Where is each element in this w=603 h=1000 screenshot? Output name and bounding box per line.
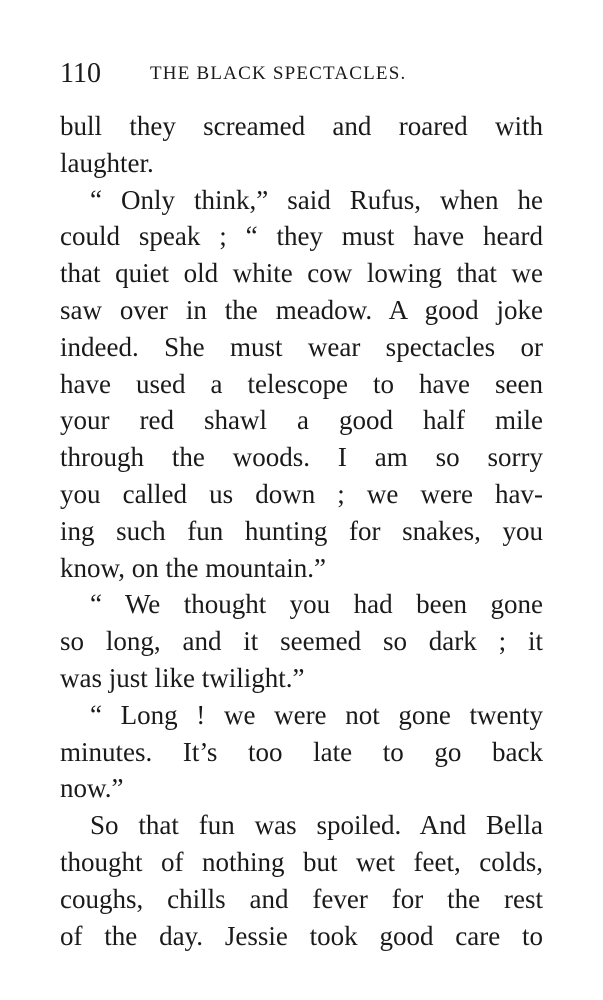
text-line: saw over in the meadow. A good joke: [60, 294, 543, 325]
page-number: 110: [60, 58, 101, 89]
text-line: you called us down ; we were hav-: [60, 478, 543, 509]
text-line: now.”: [60, 773, 124, 804]
text-line: so long, and it seemed so dark ; it: [60, 626, 543, 657]
text-line: was just like twilight.”: [60, 662, 305, 693]
text-line: of the day. Jessie took good care to: [60, 920, 543, 951]
text-line: indeed. She must wear spectacles or: [60, 331, 543, 362]
text-line: ing such fun hunting for snakes, you: [60, 515, 543, 546]
text-line: So that fun was spoiled. And Bella: [90, 810, 543, 841]
text-line: coughs, chills and fever for the rest: [60, 883, 543, 914]
text-line: know, on the mountain.”: [60, 552, 326, 583]
text-line: “ Long ! we were not gone twenty: [90, 699, 543, 730]
text-line: have used a telescope to have seen: [60, 368, 543, 399]
body-text: [60, 108, 543, 954]
text-line: through the woods. I am so sorry: [60, 442, 543, 473]
text-line: could speak ; “ they must have heard: [60, 221, 543, 252]
text-line: laughter.: [60, 147, 154, 178]
text-line: thought of nothing but wet feet, colds,: [60, 846, 543, 877]
text-line: bull they screamed and roared with: [60, 111, 543, 141]
text-line: “ We thought you had been gone: [90, 589, 543, 620]
text-line: “ Only think,” said Rufus, when he: [90, 184, 543, 215]
text-line: minutes. It’s too late to go back: [60, 736, 543, 767]
text-line: your red shawl a good half mile: [60, 405, 543, 436]
running-head: THE BLACK SPECTACLES.: [150, 63, 407, 84]
page-header: [60, 54, 545, 94]
text-line: that quiet old white cow lowing that we: [60, 258, 543, 289]
